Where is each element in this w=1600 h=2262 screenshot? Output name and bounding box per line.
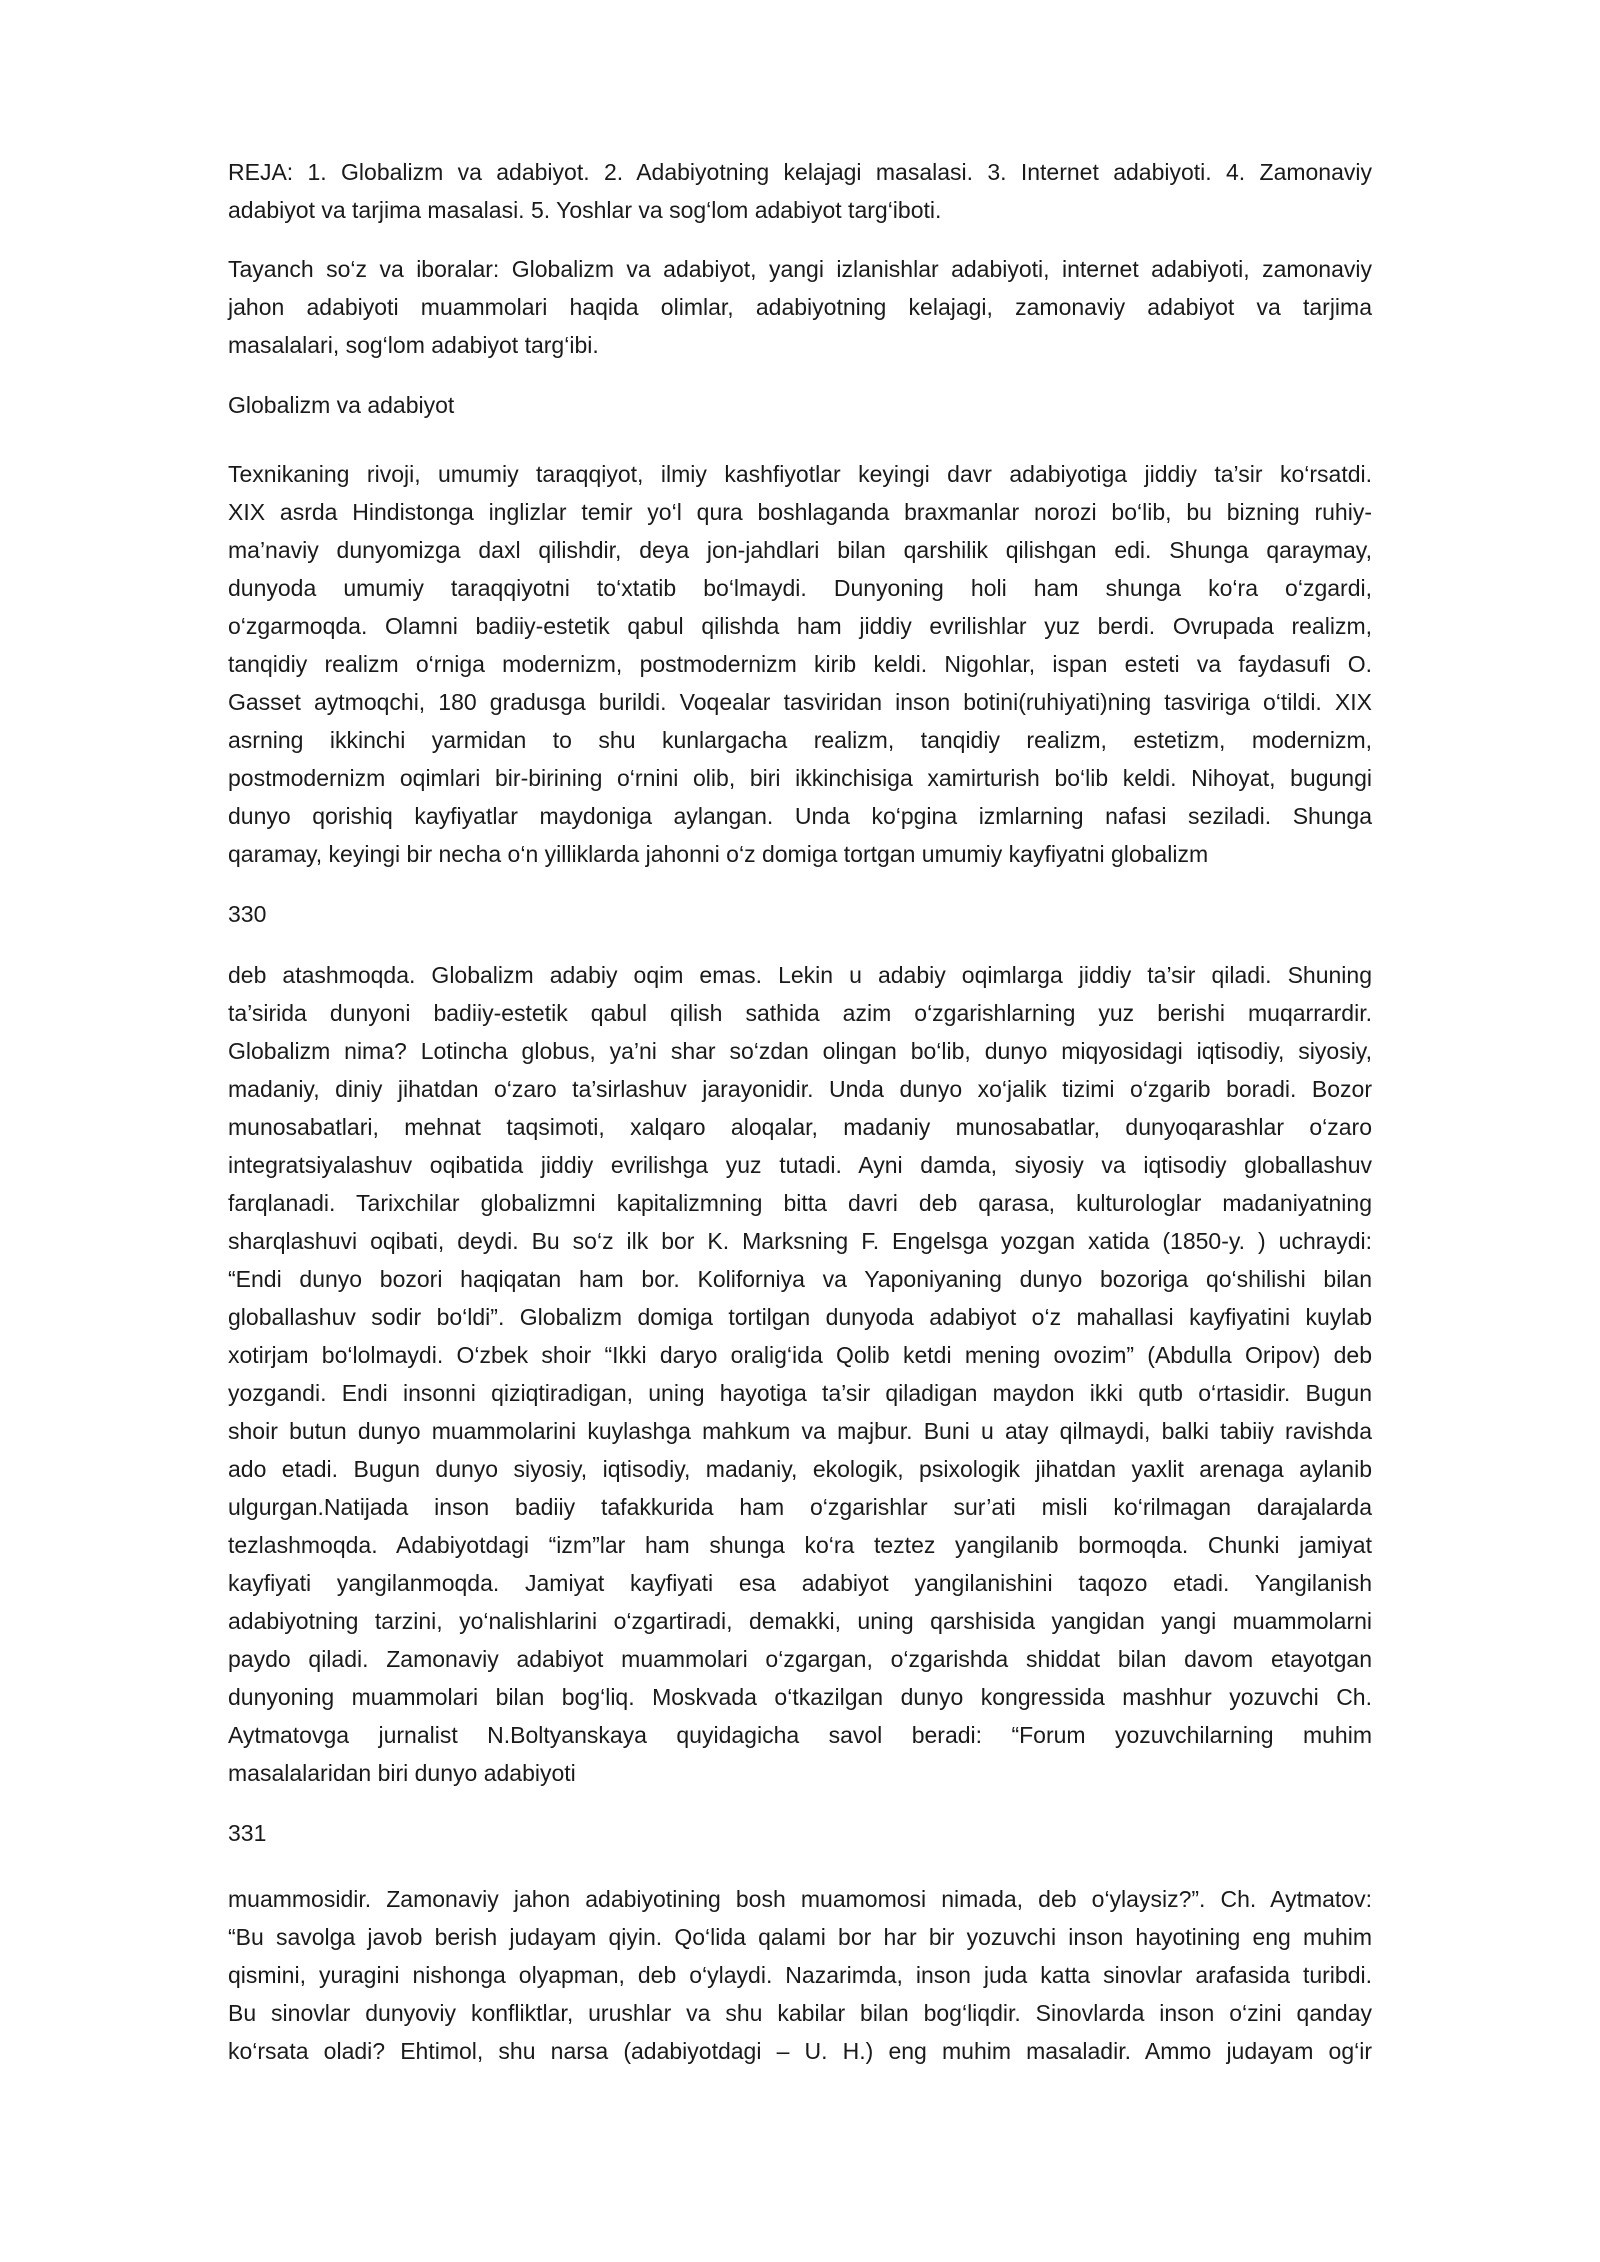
page-number: 331 (228, 1820, 267, 1846)
text-line: ado etadi. Bugun dunyo siyosiy, iqtisodiy, madaniy, ekologik, psixologik jihatdan yaxlit arenaga aylanib (228, 1456, 1372, 1482)
text-line: qaramay, keyingi bir necha o‘n yilliklarda jahonni o‘z domiga tortgan umumiy kayfiyatni globalizm (228, 841, 1209, 867)
text-line: sharqlashuvi oqibati, deydi. Bu so‘z ilk bor K. Marksning F. Engelsga yozgan xatida (1850-y. ) uchraydi: (228, 1228, 1372, 1254)
text-line: deb atashmoqda. Globalizm adabiy oqim emas. Lekin u adabiy oqimlarga jiddiy ta’sir qiladi. Shuning (228, 962, 1372, 988)
text-line: Texnikaning rivoji, umumiy taraqqiyot, ilmiy kashfiyotlar keyingi davr adabiyotiga jiddiy ta’sir ko‘rsatdi. (228, 461, 1372, 487)
text-line: XIX asrda Hindistonga inglizlar temir yo‘l qura boshlaganda braxmanlar norozi bo‘lib, bu bizning ruhiy- (228, 499, 1372, 525)
text-line: integratsiyalashuv oqibatida jiddiy evrilishga yuz tutadi. Ayni damda, siyosiy va iqtisodiy globallashuv (228, 1152, 1372, 1178)
text-line: ta’sirida dunyoni badiiy-estetik qabul qilish sathida azim o‘zgarishlarning yuz berishi muqarrardir. (228, 1000, 1372, 1026)
text-line: “Endi dunyo bozori haqiqatan ham bor. Koliforniya va Yaponiyaning dunyo bozoriga qo‘shilishi bilan (228, 1266, 1372, 1292)
text-line: ma’naviy dunyomizga daxl qilishdir, deya jon-jahdlari bilan qarshilik qilishgan edi. Shunga qaraymay, (228, 537, 1372, 563)
text-line: adabiyotning tarzini, yo‘nalishlarini o‘zgartiradi, demakki, uning qarshisida yangidan yangi muammolarni (228, 1608, 1372, 1634)
page-number: 330 (228, 901, 267, 927)
text-line: dunyoning muammolari bilan bog‘liq. Moskvada o‘tkazilgan dunyo kongressida mashhur yozuvchi Ch. (228, 1684, 1372, 1710)
text-line: o‘zgarmoqda. Olamni badiiy-estetik qabul qilishda ham jiddiy evrilishlar yuz berdi. Ovrupada realizm, (228, 613, 1372, 639)
text-line: REJA: 1. Globalizm va adabiyot. 2. Adabiyotning kelajagi masalasi. 3. Internet adabiyoti. 4. Zamonaviy (228, 159, 1372, 185)
text-line: ko‘rsata oladi? Ehtimol, shu narsa (adabiyotdagi – U. H.) eng muhim masaladir. Ammo judayam og‘ir (228, 2038, 1372, 2064)
text-line: masalalari, sog‘lom adabiyot targ‘ibi. (228, 332, 599, 358)
text-line: farqlanadi. Tarixchilar globalizmni kapitalizmning bitta davri deb qarasa, kulturologlar madaniyatning (228, 1190, 1372, 1216)
text-line: tezlashmoqda. Adabiyotdagi “izm”lar ham shunga ko‘ra teztez yangilanib bormoqda. Chunki jamiyat (228, 1532, 1372, 1558)
text-line: postmodernizm oqimlari bir-birining o‘rnini olib, biri ikkinchisiga xamirturish bo‘lib keldi. Nihoyat, bugungi (228, 765, 1372, 791)
section-heading: Globalizm va adabiyot (228, 392, 455, 418)
text-line: Bu sinovlar dunyoviy konfliktlar, urushlar va shu kabilar bilan bog‘liqdir. Sinovlarda inson o‘zini qanday (228, 2000, 1372, 2026)
text-line: asrning ikkinchi yarmidan to shu kunlargacha realizm, tanqidiy realizm, estetizm, modernizm, (228, 727, 1372, 753)
text-line: globallashuv sodir bo‘ldi”. Globalizm domiga tortilgan dunyoda adabiyot o‘z mahallasi kayfiyatini kuylab (228, 1304, 1372, 1330)
text-line: Aytmatovga jurnalist N.Boltyanskaya quyidagicha savol beradi: “Forum yozuvchilarning muhim (228, 1722, 1372, 1748)
text-line: Globalizm nima? Lotincha globus, ya’ni shar so‘zdan olingan bo‘lib, dunyo miqyosidagi iqtisodiy, siyosiy, (228, 1038, 1372, 1064)
text-line: yozgandi. Endi insonni qiziqtiradigan, uning hayotiga ta’sir qiladigan maydon ikki qutb o‘rtasidir. Bugun (228, 1380, 1372, 1406)
text-line: qismini, yuragini nishonga olyapman, deb o‘ylaydi. Nazarimda, inson juda katta sinovlar arafasida turibdi. (228, 1962, 1372, 1988)
text-line: Tayanch so‘z va iboralar: Globalizm va adabiyot, yangi izlanishlar adabiyoti, internet adabiyoti, zamonaviy (228, 256, 1372, 282)
text-line: Gasset aytmoqchi, 180 gradusga burildi. Voqealar tasviridan inson botini(ruhiyati)ning tasviriga o‘tildi. XIX (228, 689, 1372, 715)
text-line: shoir butun dunyo muammolarini kuylashga mahkum va majbur. Buni u atay qilmaydi, balki tabiiy ravishda (228, 1418, 1372, 1444)
text-line: xotirjam bo‘lolmaydi. O‘zbek shoir “Ikki daryo oralig‘ida Qolib ketdi mening ovozim” (Abdulla Oripov) deb (228, 1342, 1372, 1368)
text-line: jahon adabiyoti muammolari haqida olimlar, adabiyotning kelajagi, zamonaviy adabiyot va tarjima (228, 294, 1372, 320)
text-line: kayfiyati yangilanmoqda. Jamiyat kayfiyati esa adabiyot yangilanishini taqozo etadi. Yangilanish (228, 1570, 1372, 1596)
text-line: “Bu savolga javob berish judayam qiyin. Qo‘lida qalami bor har bir yozuvchi inson hayotining eng muhim (228, 1924, 1372, 1950)
text-line: masalalaridan biri dunyo adabiyoti (228, 1760, 576, 1786)
text-line: munosabatlari, mehnat taqsimoti, xalqaro aloqalar, madaniy munosabatlar, dunyoqarashlar o‘zaro (228, 1114, 1372, 1140)
text-line: paydo qiladi. Zamonaviy adabiyot muammolari o‘zgargan, o‘zgarishda shiddat bilan davom etayotgan (228, 1646, 1372, 1672)
text-line: ulgurgan.Natijada inson badiiy tafakkurida ham o‘zgarishlar sur’ati misli ko‘rilmagan darajalarda (228, 1494, 1372, 1520)
text-line: madaniy, diniy jihatdan o‘zaro ta’sirlashuv jarayonidir. Unda dunyo xo‘jalik tizimi o‘zgarib boradi. Bozor (228, 1076, 1372, 1102)
text-line: dunyoda umumiy taraqqiyotni to‘xtatib bo‘lmaydi. Dunyoning holi ham shunga ko‘ra o‘zgardi, (228, 575, 1372, 601)
text-line: dunyo qorishiq kayfiyatlar maydoniga aylangan. Unda ko‘pgina izmlarning nafasi seziladi. Shunga (228, 803, 1372, 829)
text-line: tanqidiy realizm o‘rniga modernizm, postmodernizm kirib keldi. Nigohlar, ispan esteti va faydasufi O. (228, 651, 1372, 677)
text-line: muammosidir. Zamonaviy jahon adabiyotining bosh muamomosi nimada, deb o‘ylaysiz?”. Ch. Aytmatov: (228, 1886, 1372, 1912)
text-line: adabiyot va tarjima masalasi. 5. Yoshlar va sog‘lom adabiyot targ‘iboti. (228, 197, 942, 223)
